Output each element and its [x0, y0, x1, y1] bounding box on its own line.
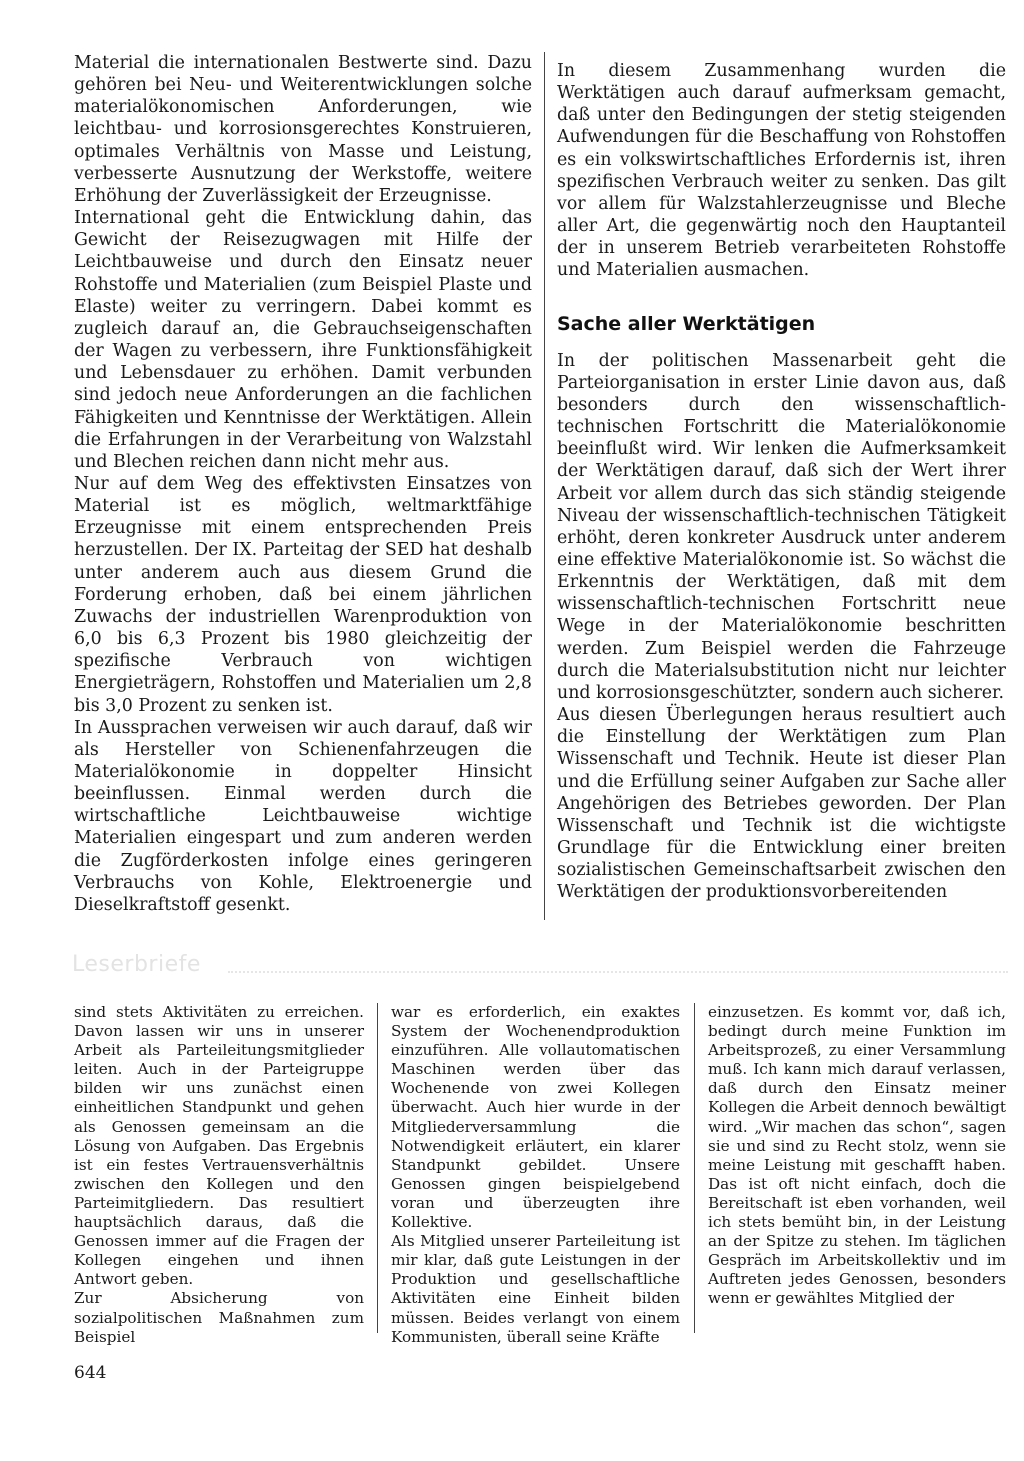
section-heading: Sache aller Werktätigen: [557, 312, 816, 335]
column-divider: [377, 1003, 378, 1333]
column-divider: [694, 1003, 695, 1333]
letters-column-3: [708, 1003, 1006, 1309]
article-paragraph: Nur auf dem Weg des effektivsten Einsatzes von Material ist es möglich, weltmarktfähige Erzeugnisse mit einem entsprechenden Preis herzustellen. Der IX. Parteitag der SED hat deshalb unter anderem auch aus diesem Grund die Forderung erhoben, daß bei einem jährlichen Zuwachs der industriellen Warenproduktion von 6,0 bis 6,3 Prozent bis 1980 gleichzeitig der spezifische Verbrauch von wichtigen Energieträgern, Rohstoffen und Materialien um 2,8 bis 3,0 Prozent zu senken ist.: [74, 473, 532, 716]
column-divider: [544, 52, 545, 920]
page-number: 644: [74, 1363, 107, 1383]
article-right-column: [557, 60, 1006, 903]
article-paragraph: Material die internationalen Bestwerte sind. Dazu gehören bei Neu- und Weiterentwicklungen solche materialökonomischen Anforderungen, wie leichtbau- und korrosionsgerechtes Konstruieren, optimales Verhältnis von Masse und Leistung, verbesserte Ausnutzung der Werkstoffe, weitere Erhöhung der Zuverlässigkeit der Erzeugnisse.: [74, 53, 532, 206]
article-paragraph: In der politischen Massenarbeit geht die Parteiorganisation in erster Linie davon aus, daß besonders durch den wissenschaftlich-technischen Fortschritt die Materialökonomie beeinflußt wird. Wir lenken die Aufmerksamkeit der Werktätigen darauf, daß sich der Wert ihrer Arbeit vor allem durch das sich ständig steigende Niveau der wissenschaftlich-technischen Tätigkeit erhöht, deren konkreter Ausdruck unter anderem eine effektive Materialökonomie ist. So wächst die Erkenntnis der Werktätigen, daß mit dem wissenschaftlich-technischen Fortschritt neue Wege in der Materialökonomie beschritten werden. Zum Beispiel werden die Fahrzeuge durch die Materialsubstitution nicht nur leichter und korrosionsgeschützter, sondern auch sicherer.: [557, 350, 1006, 703]
letters-column-2: [391, 1003, 680, 1347]
letters-column-1: [74, 1003, 364, 1347]
letter-paragraph: einzusetzen. Es kommt vor, daß ich, bedingt durch meine Funktion im Arbeitsprozeß, zu einer Versammlung muß. Ich kann mich darauf verlassen, daß durch den Einsatz meiner Kollegen die Arbeit dennoch bewältigt wird. „Wir machen das schon“, sagen sie und sind zu Recht stolz, wenn sie meine Leistung mit geschafft haben. Das ist oft nicht einfach, doch die Bereitschaft ist eben vorhanden, weil ich stets bemüht bin, in der Leistung an der Spitze zu stehen. Im täglichen Gespräch im Arbeitskollektiv und im Auftreten jedes Genossen, besonders wenn er gewähltes Mitglied der: [708, 1003, 1006, 1308]
article-left-column: [74, 52, 532, 916]
article-paragraph: In Aussprachen verweisen wir auch darauf, daß wir als Hersteller von Schienenfahrzeugen die Materialökonomie in doppelter Hinsicht beeinflussen. Einmal werden durch die wirtschaftliche Leichtbauweise wichtige Materialien eingespart und zum anderen werden die Zugförderkosten infolge eines geringeren Verbrauchs von Kohle, Elektroenergie und Dieselkraftstoff gesenkt.: [74, 717, 532, 915]
section-separator-line: [228, 971, 1008, 973]
article-paragraph: In diesem Zusammenhang wurden die Werktätigen auch darauf aufmerksam gemacht, daß unter den Bedingungen der stetig steigenden Aufwendungen für die Beschaffung von Rohstoffen es ein volkswirtschaftliches Erfordernis ist, ihren spezifischen Verbrauch weiter zu senken. Das gilt vor allem für Walzstahlerzeugnisse und Bleche aller Art, die gegenwärtig noch den Hauptanteil der in unserem Betrieb verarbeiteten Rohstoffe und Materialien ausmachen.: [557, 61, 1006, 281]
letter-paragraph: sind stets Aktivitäten zu erreichen. Davon lassen wir uns in unserer Arbeit als Parteileitungsmitglieder leiten. Auch in der Parteigruppe bilden wir uns zunächst einen einheitlichen Standpunkt und gehen als Genossen gemeinsam an die Lösung von Aufgaben. Das Ergebnis ist ein festes Vertrauensverhältnis zwischen den Kollegen und den Parteimitgliedern. Das resultiert hauptsächlich daraus, daß die Genossen immer auf die Fragen der Kollegen eingehen und ihnen Antwort geben.: [74, 1003, 364, 1289]
section-label-leserbriefe: Leserbriefe: [72, 952, 201, 977]
letter-paragraph: Zur Absicherung von sozialpolitischen Maßnahmen zum Beispiel: [74, 1289, 364, 1346]
letter-paragraph: Als Mitglied unserer Parteileitung ist mir klar, daß gute Leistungen in der Produktion und gesellschaftliche Aktivitäten eine Einheit bilden müssen. Beides verlangt von einem Kommunisten, überall seine Kräfte: [391, 1232, 680, 1346]
article-paragraph: International geht die Entwicklung dahin, das Gewicht der Reisezugwagen mit Hilfe der Leichtbauweise und durch den Einsatz neuer Rohstoffe und Materialien (zum Beispiel Plaste und Elaste) weiter zu verringern. Dabei kommt es zugleich darauf an, die Gebrauchseigenschaften der Wagen zu verbessern, ihre Funktionsfähigkeit und Lebensdauer zu erhöhen. Damit verbunden sind jedoch neue Anforderungen an die fachlichen Fähigkeiten und Kenntnisse der Werktätigen. Allein die Erfahrungen in der Verarbeitung von Walzstahl und Blechen reichen dann nicht mehr aus.: [74, 208, 532, 472]
article-paragraph: Aus diesen Überlegungen heraus resultiert auch die Einstellung der Werktätigen zum Plan Wissenschaft und Technik. Heute ist dieser Plan und die Erfüllung seiner Aufgaben zur Sache aller Angehörigen des Betriebes geworden. Der Plan Wissenschaft und Technik ist die wichtigste Grundlage für die Entwicklung einer breiten sozialistischen Gemeinschaftsarbeit zwischen den Werktätigen der produktionsvorbereitenden: [557, 705, 1006, 903]
letter-paragraph: war es erforderlich, ein exaktes System der Wochenendproduktion einzuführen. Alle vollautomatischen Maschinen werden über das Wochenende von zwei Kollegen überwacht. Auch hier wurde in der Mitgliederversammlung die Notwendigkeit erläutert, ein klarer Standpunkt gebildet. Unsere Genossen gingen beispielgebend voran und überzeugten ihre Kollektive.: [391, 1003, 680, 1232]
